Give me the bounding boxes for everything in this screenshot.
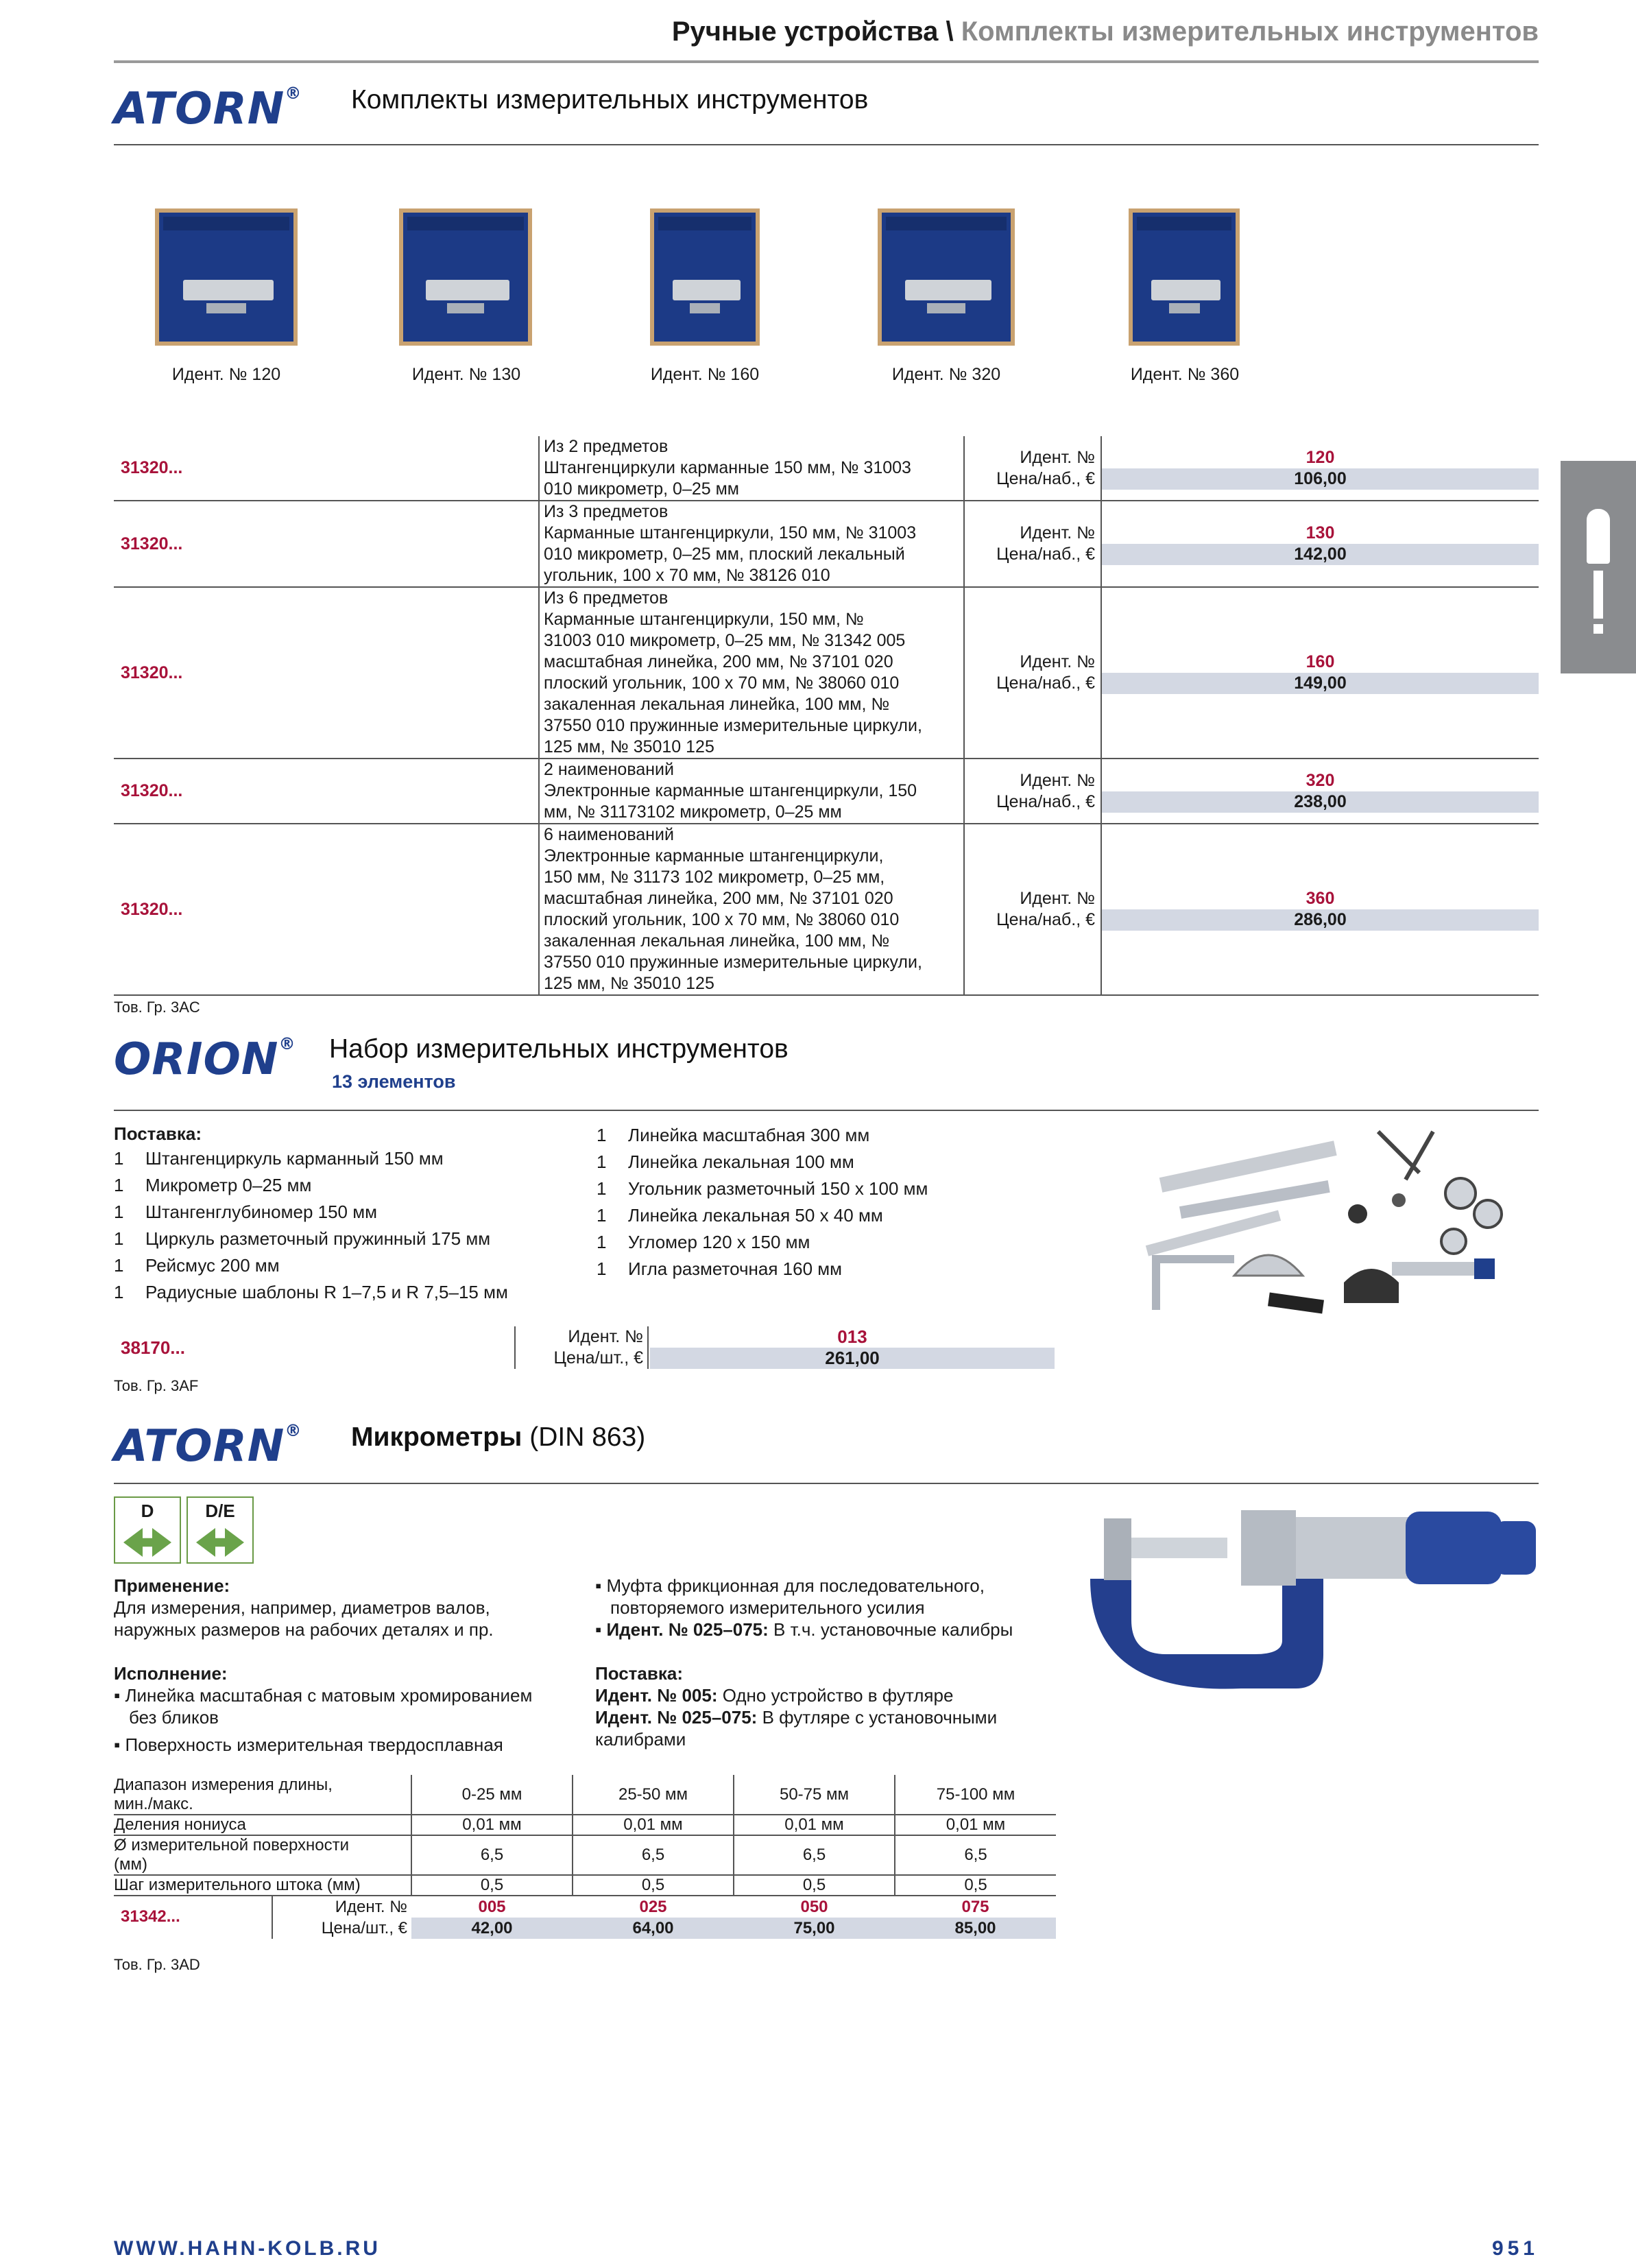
- kit-description: [539, 501, 964, 587]
- kit-labels: [964, 436, 1101, 501]
- feature-item: ▪ Идент. № 025–075: В т.ч. установочные калибры: [595, 1619, 1013, 1640]
- kit-desc-line: Карманные штангенциркули, 150 мм, №: [544, 610, 864, 629]
- kit-article: 31320...: [121, 534, 183, 553]
- supply-item: Идент. № 025–075: В футляре с установочными: [595, 1707, 998, 1728]
- application-text: Для измерения, например, диаметров валов,: [114, 1597, 490, 1618]
- kit-labels: [964, 824, 1101, 995]
- header-rule: [114, 60, 1539, 63]
- spec-value: 50-75 мм: [734, 1775, 895, 1815]
- section2-right-list: [597, 1122, 928, 1282]
- spec-value: 6,5: [734, 1835, 895, 1875]
- kit-description: [539, 759, 964, 824]
- spec-label: Шаг измерительного штока (мм): [114, 1875, 411, 1896]
- caption-120: Идент. № 120: [171, 365, 281, 384]
- section2-values: [650, 1326, 1055, 1369]
- section1-group: Тов. Гр. 3AC: [114, 999, 200, 1016]
- kit-price: 106,00: [1102, 468, 1539, 490]
- kit-desc-line: 125 мм, № 35010 125: [544, 974, 714, 993]
- kit-labels: [964, 501, 1101, 587]
- kit-row: [114, 587, 1539, 759]
- kit-desc-line: мм, № 31173102 микрометр, 0–25 мм: [544, 802, 842, 822]
- supply-item-cont: калибрами: [595, 1729, 686, 1750]
- badge-de: D/E: [187, 1496, 254, 1564]
- micrometer-id: 005: [478, 1898, 506, 1916]
- kit-desc-line: 31003 010 микрометр, 0–25 мм, № 31342 005: [544, 631, 906, 650]
- supply-list-item: 1 Циркуль разметочный пружинный 175 мм: [114, 1228, 491, 1249]
- price-row: [114, 1896, 1056, 1939]
- section2-left-list: [114, 1145, 508, 1306]
- product-image-120: [155, 208, 298, 346]
- kit-id: 130: [1306, 523, 1335, 542]
- section2-rule: [114, 1110, 1539, 1111]
- kit-article: 31320...: [121, 781, 183, 800]
- page-header: [672, 16, 1539, 47]
- micrometer-variant: [573, 1896, 734, 1939]
- svg-text:ATORN: ATORN: [1152, 1618, 1220, 1638]
- section2-price-label: Цена/шт., €: [553, 1348, 643, 1368]
- spec-label: Диапазон измерения длины, мин./макс.: [114, 1775, 411, 1815]
- micrometer-image: [1076, 1496, 1543, 1695]
- application-block: [114, 1575, 494, 1640]
- application-text: наружных размеров на рабочих деталях и пр.: [114, 1619, 494, 1640]
- kit-price: 238,00: [1102, 791, 1539, 813]
- supply-list-item: 1 Линейка лекальная 50 x 40 мм: [597, 1205, 883, 1226]
- kit-desc-line: 6 наименований: [544, 825, 674, 844]
- kit-desc-line: Электронные карманные штангенциркули,: [544, 846, 884, 866]
- supply-list-item: 1 Угломер 120 x 150 мм: [597, 1232, 810, 1252]
- supply-list-item: 1 Штангенглубиномер 150 мм: [114, 1202, 377, 1222]
- section2-article: 38170...: [121, 1337, 185, 1358]
- kit-values: [1101, 436, 1539, 501]
- divider: [514, 1326, 516, 1369]
- kit-price-label: Цена/наб., €: [996, 468, 1095, 488]
- execution-label: Исполнение:: [114, 1663, 228, 1684]
- feature-item-cont: повторяемого измерительного усилия: [610, 1597, 925, 1618]
- kit-price-label: Цена/наб., €: [996, 673, 1095, 693]
- kit-desc-line: 150 мм, № 31173 102 микрометр, 0–25 мм,: [544, 868, 885, 887]
- product-image-160: [650, 208, 760, 346]
- micrometer-price: 85,00: [895, 1918, 1056, 1939]
- spec-value: 75-100 мм: [895, 1775, 1056, 1815]
- micrometer-id: 025: [639, 1898, 667, 1916]
- footer-url[interactable]: WWW.HAHN-KOLB.RU: [114, 2237, 381, 2260]
- spec-value: 0,5: [411, 1875, 573, 1896]
- kit-desc-line: плоский угольник, 100 x 70 мм, № 38060 010: [544, 910, 900, 929]
- kit-desc-line: Карманные штангенциркули, 150 мм, № 31003: [544, 523, 917, 542]
- kit-desc-line: плоский угольник, 100 x 70 мм, № 38060 010: [544, 673, 900, 693]
- kit-article: 31320...: [121, 663, 183, 682]
- section2-subtitle: 13 элементов: [332, 1071, 456, 1092]
- kit-description: [539, 436, 964, 501]
- kit-labels: [964, 759, 1101, 824]
- kit-price: 142,00: [1102, 544, 1539, 565]
- supply-list-item: 1 Штангенциркуль карманный 150 мм: [114, 1148, 444, 1169]
- spec-label: Ø измерительной поверхности (мм): [114, 1835, 411, 1875]
- kit-values: [1101, 501, 1539, 587]
- supply-list-item: 1 Угольник разметочный 150 x 100 мм: [597, 1178, 928, 1199]
- section2-title: Набор измерительных инструментов: [329, 1034, 789, 1064]
- spec-value: 0,01 мм: [573, 1815, 734, 1835]
- supply-label: Поставка:: [595, 1663, 683, 1684]
- supply-list-item: 1 Линейка лекальная 100 мм: [597, 1151, 854, 1172]
- section1-rule: [114, 144, 1539, 145]
- supply-item: Идент. № 005: Одно устройство в футляре: [595, 1685, 954, 1706]
- section3-group: Тов. Гр. 3AD: [114, 1956, 200, 1973]
- section2-group: Тов. Гр. 3AF: [114, 1377, 199, 1394]
- kit-id-label: Идент. №: [1020, 770, 1095, 790]
- kit-id: 120: [1306, 447, 1335, 467]
- header-separator: \: [946, 16, 954, 47]
- micrometer-id-label: Идент. №: [335, 1898, 407, 1916]
- kit-desc-line: Из 3 предметов: [544, 502, 669, 521]
- spec-value: 6,5: [895, 1835, 1056, 1875]
- kit-row: [114, 824, 1539, 995]
- kit-labels: [964, 587, 1101, 759]
- kit-desc-line: 37550 010 пружинные измерительные циркули,: [544, 716, 922, 735]
- kit-desc-line: масштабная линейка, 200 мм, № 37101 020: [544, 889, 893, 908]
- kit-id-label: Идент. №: [1020, 447, 1095, 467]
- spec-value: 25-50 мм: [573, 1775, 734, 1815]
- kit-desc-line: Из 2 предметов: [544, 437, 669, 456]
- kit-id: 320: [1306, 770, 1335, 790]
- kit-row: [114, 436, 1539, 501]
- kit-row: [114, 759, 1539, 824]
- micrometer-id: 050: [800, 1898, 828, 1916]
- kit-price-label: Цена/наб., €: [996, 545, 1095, 564]
- micrometer-price: 42,00: [411, 1918, 573, 1939]
- section2-price: 261,00: [650, 1348, 1055, 1369]
- spec-value: 0-25 мм: [411, 1775, 573, 1815]
- kit-price-label: Цена/наб., €: [996, 910, 1095, 929]
- section3-title: Микрометры (DIN 863): [351, 1422, 646, 1452]
- badge-d: D: [114, 1496, 181, 1564]
- spec-value: 0,5: [573, 1875, 734, 1896]
- kit-desc-line: 010 микрометр, 0–25 мм, плоский лекальный: [544, 545, 905, 564]
- spec-value: 0,5: [734, 1875, 895, 1896]
- feature-item: ▪ Муфта фрикционная для последовательного,: [595, 1575, 985, 1596]
- spec-value: 0,01 мм: [734, 1815, 895, 1835]
- supply-list-item: 1 Линейка масштабная 300 мм: [597, 1125, 870, 1145]
- execution-block: [114, 1662, 532, 1756]
- kit-desc-line: Электронные карманные штангенциркули, 150: [544, 781, 917, 800]
- micrometer-price-label: Цена/шт., €: [321, 1919, 407, 1937]
- execution-item-cont: без бликов: [129, 1707, 219, 1728]
- micrometer-id: 075: [961, 1898, 989, 1916]
- caption-360: Идент. № 360: [1130, 365, 1240, 384]
- kit-desc-line: 37550 010 пружинные измерительные циркули,: [544, 953, 922, 972]
- section1-title: Комплекты измерительных инструментов: [351, 85, 869, 115]
- spec-value: 6,5: [411, 1835, 573, 1875]
- execution-item: ▪ Линейка масштабная с матовым хромированием: [114, 1685, 533, 1706]
- kit-description: [539, 824, 964, 995]
- spec-label: Деления нониуса: [114, 1815, 411, 1835]
- kit-id-label: Идент. №: [1020, 652, 1095, 671]
- supply-block: [595, 1662, 997, 1750]
- kit-values: [1101, 759, 1539, 824]
- side-tab: [1561, 461, 1636, 673]
- section3-rule: [114, 1483, 1539, 1484]
- micrometer-variant: [734, 1896, 895, 1939]
- micrometer-variant: [411, 1896, 573, 1939]
- supply-list-item: 1 Игла разметочная 160 мм: [597, 1258, 842, 1279]
- page-number: 951: [1491, 2237, 1539, 2260]
- caption-130: Идент. № 130: [411, 365, 521, 384]
- kit-article: 31320...: [121, 899, 183, 919]
- spec-row: [114, 1775, 1056, 1815]
- kit-price: 286,00: [1102, 909, 1539, 931]
- section2-supply-label: Поставка:: [114, 1123, 202, 1144]
- brand-logo-atorn-2: ATORN®: [114, 1421, 302, 1472]
- execution-item: ▪ Поверхность измерительная твердосплавная: [114, 1734, 503, 1755]
- kit-article: 31320...: [121, 458, 183, 477]
- caption-160: Идент. № 160: [650, 365, 760, 384]
- product-image-320: [878, 208, 1015, 346]
- kit-desc-line: 010 микрометр, 0–25 мм: [544, 479, 739, 499]
- kit-description: [539, 587, 964, 759]
- kit-price: 149,00: [1102, 673, 1539, 694]
- kit-id: 160: [1306, 652, 1335, 671]
- product-image-360: [1129, 208, 1240, 346]
- kit-desc-line: масштабная линейка, 200 мм, № 37101 020: [544, 652, 893, 671]
- spec-row: [114, 1875, 1056, 1896]
- spec-row: [114, 1835, 1056, 1875]
- micrometer-price: 64,00: [573, 1918, 734, 1939]
- brand-logo-orion: ORION®: [114, 1034, 296, 1085]
- kits-table: [114, 436, 1539, 996]
- kit-desc-line: 2 наименований: [544, 760, 674, 779]
- kit-desc-line: Из 6 предметов: [544, 588, 669, 608]
- kit-desc-line: закаленная лекальная линейка, 100 мм, №: [544, 931, 890, 951]
- product-image-130: [399, 208, 532, 346]
- kit-values: [1101, 824, 1539, 995]
- kit-id-label: Идент. №: [1020, 523, 1095, 542]
- kit-desc-line: Штангенциркули карманные 150 мм, № 31003: [544, 458, 911, 477]
- kit-desc-line: угольник, 100 x 70 мм, № 38126 010: [544, 566, 830, 585]
- section2-labels: [518, 1326, 649, 1369]
- supply-list-item: 1 Радиусные шаблоны R 1–7,5 и R 7,5–15 мм: [114, 1282, 508, 1302]
- micrometer-article: 31342...: [121, 1907, 180, 1926]
- features-block: [595, 1575, 1013, 1640]
- kit-id-label: Идент. №: [1020, 889, 1095, 908]
- spec-row: [114, 1815, 1056, 1835]
- kit-desc-line: 125 мм, № 35010 125: [544, 737, 714, 756]
- header-title-sub: Комплекты измерительных инструментов: [961, 16, 1539, 47]
- kit-values: [1101, 587, 1539, 759]
- spec-value: 6,5: [573, 1835, 734, 1875]
- kit-id: 360: [1306, 889, 1335, 908]
- brand-logo-atorn: ATORN®: [114, 84, 302, 134]
- price-label-cell: [114, 1896, 411, 1939]
- kit-desc-line: закаленная лекальная линейка, 100 мм, №: [544, 695, 890, 714]
- micrometer-spec-table: [114, 1775, 1056, 1939]
- spec-value: 0,01 мм: [895, 1815, 1056, 1835]
- tool-set-image: [1131, 1118, 1515, 1330]
- spec-value: 0,01 мм: [411, 1815, 573, 1835]
- kit-price-label: Цена/наб., €: [996, 791, 1095, 811]
- micrometer-price: 75,00: [734, 1918, 895, 1939]
- spec-value: 0,5: [895, 1875, 1056, 1896]
- header-title-main: Ручные устройства: [671, 16, 939, 47]
- section2-id: 013: [837, 1326, 867, 1347]
- kit-row: [114, 501, 1539, 587]
- section2-id-label: Идент. №: [568, 1327, 643, 1346]
- supply-list-item: 1 Микрометр 0–25 мм: [114, 1175, 312, 1195]
- supply-list-item: 1 Рейсмус 200 мм: [114, 1255, 280, 1276]
- micrometer-variant: [895, 1896, 1056, 1939]
- caption-320: Идент. № 320: [891, 365, 1001, 384]
- application-label: Применение:: [114, 1575, 230, 1596]
